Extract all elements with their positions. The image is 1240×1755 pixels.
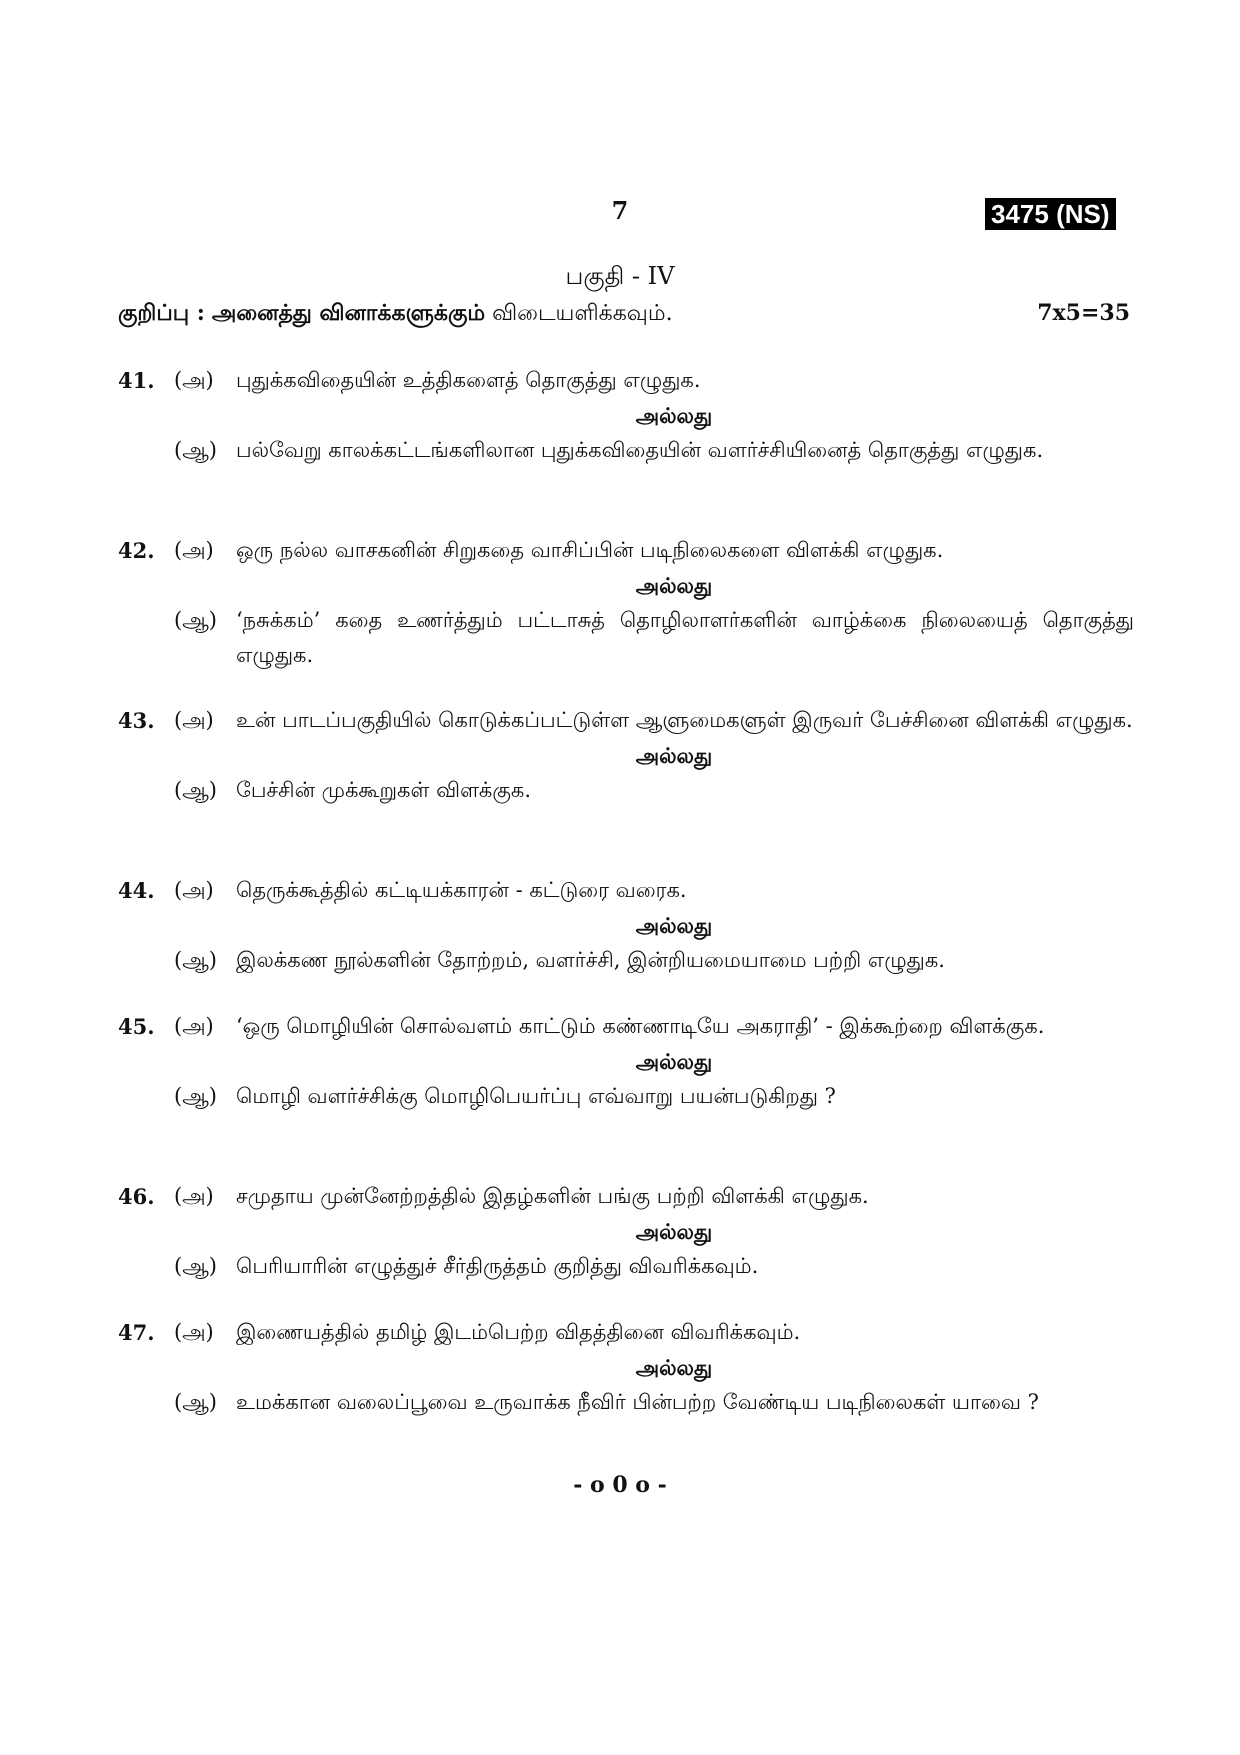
question-number: 41. [118,368,155,393]
option-b-text: பல்வேறு காலக்கட்டங்களிலான புதுக்கவிதையின் வளர்ச்சியினைத் தொகுத்து எழுதுக. [236,438,1044,462]
question-number: 44. [118,878,155,903]
note-rest-text: விடையளிக்கவும். [492,301,673,326]
option-a-label: (அ) [174,538,214,562]
option-a-label: (அ) [174,368,214,392]
option-b-text: பேச்சின் முக்கூறுகள் விளக்குக. [236,778,531,802]
option-b-text: உமக்கான வலைப்பூவை உருவாக்க நீவிர் பின்பற்ற வேண்டிய படிநிலைகள் யாவை ? [236,1390,1039,1414]
option-a-label: (அ) [174,878,214,902]
option-b-label: (ஆ) [174,1390,217,1414]
or-separator: அல்லது [635,1355,713,1380]
question-number: 42. [118,538,155,563]
note-label: குறிப்பு : [118,300,205,326]
question-number: 45. [118,1014,155,1039]
question-44 [118,873,1134,978]
or-separator: அல்லது [635,573,713,598]
or-separator: அல்லது [635,743,713,768]
option-b-text: பெரியாரின் எழுத்துச் சீர்திருத்தம் குறித்து விவரிக்கவும். [236,1254,759,1278]
or-separator: அல்லது [635,913,713,938]
option-b-label: (ஆ) [174,948,217,972]
question-45 [118,1009,1134,1114]
question-47 [118,1315,1134,1420]
option-a-text: புதுக்கவிதையின் உத்திகளைத் தொகுத்து எழுதுக. [236,368,701,392]
option-b-text: மொழி வளர்ச்சிக்கு மொழிபெயர்ப்பு எவ்வாறு பயன்படுகிறது ? [236,1084,836,1108]
page-number: 7 [611,196,629,225]
question-number: 43. [118,708,155,733]
option-a-label: (அ) [174,1320,214,1344]
question-43 [118,703,1134,808]
marks-allocation: 7x5=35 [1037,300,1130,326]
option-a-text: சமுதாய முன்னேற்றத்தில் இதழ்களின் பங்கு பற்றி விளக்கி எழுதுக. [236,1184,869,1208]
option-b-label: (ஆ) [174,608,217,632]
question-number: 46. [118,1184,155,1209]
or-separator: அல்லது [635,1049,713,1074]
question-41 [118,363,1134,468]
option-a-label: (அ) [174,1014,214,1038]
or-separator: அல்லது [635,403,713,428]
option-b-text: ‘நசுக்கம்’ கதை உணர்த்தும் பட்டாசுத் தொழிலாளர்களின் வாழ்க்கை நிலையைத் தொகுத்து எழுதுக. [236,608,1134,667]
option-a-text: இணையத்தில் தமிழ் இடம்பெற்ற விதத்தினை விவரிக்கவும். [236,1320,801,1344]
option-b-label: (ஆ) [174,778,217,802]
or-separator: அல்லது [635,1219,713,1244]
end-of-paper-mark: - o 0 o - [573,1472,667,1498]
option-b-text: இலக்கண நூல்களின் தோற்றம், வளர்ச்சி, இன்றியமையாமை பற்றி எழுதுக. [236,948,945,972]
paper-code-badge: 3475 (NS) [985,198,1116,230]
option-b-label: (ஆ) [174,1254,217,1278]
option-a-text: தெருக்கூத்தில் கட்டியக்காரன் - கட்டுரை வரைக. [236,878,687,902]
option-b-label: (ஆ) [174,1084,217,1108]
question-42 [118,533,1134,673]
instruction-note [118,298,1130,329]
question-46 [118,1179,1134,1284]
option-a-text: ‘ஒரு மொழியின் சொல்வளம் காட்டும் கண்ணாடியே அகராதி’ - இக்கூற்றை விளக்குக. [236,1014,1045,1038]
option-a-label: (அ) [174,1184,214,1208]
section-title: பகுதி - IV [565,262,675,290]
option-a-text: உன் பாடப்பகுதியில் கொடுக்கப்பட்டுள்ள ஆளுமைகளுள் இருவர் பேச்சினை விளக்கி எழுதுக. [236,708,1133,732]
question-number: 47. [118,1320,155,1345]
option-a-label: (அ) [174,708,214,732]
option-b-label: (ஆ) [174,438,217,462]
option-a-text: ஒரு நல்ல வாசகனின் சிறுகதை வாசிப்பின் படிநிலைகளை விளக்கி எழுதுக. [236,538,944,562]
note-bold-text: அனைத்து வினாக்களுக்கும் [211,300,486,326]
